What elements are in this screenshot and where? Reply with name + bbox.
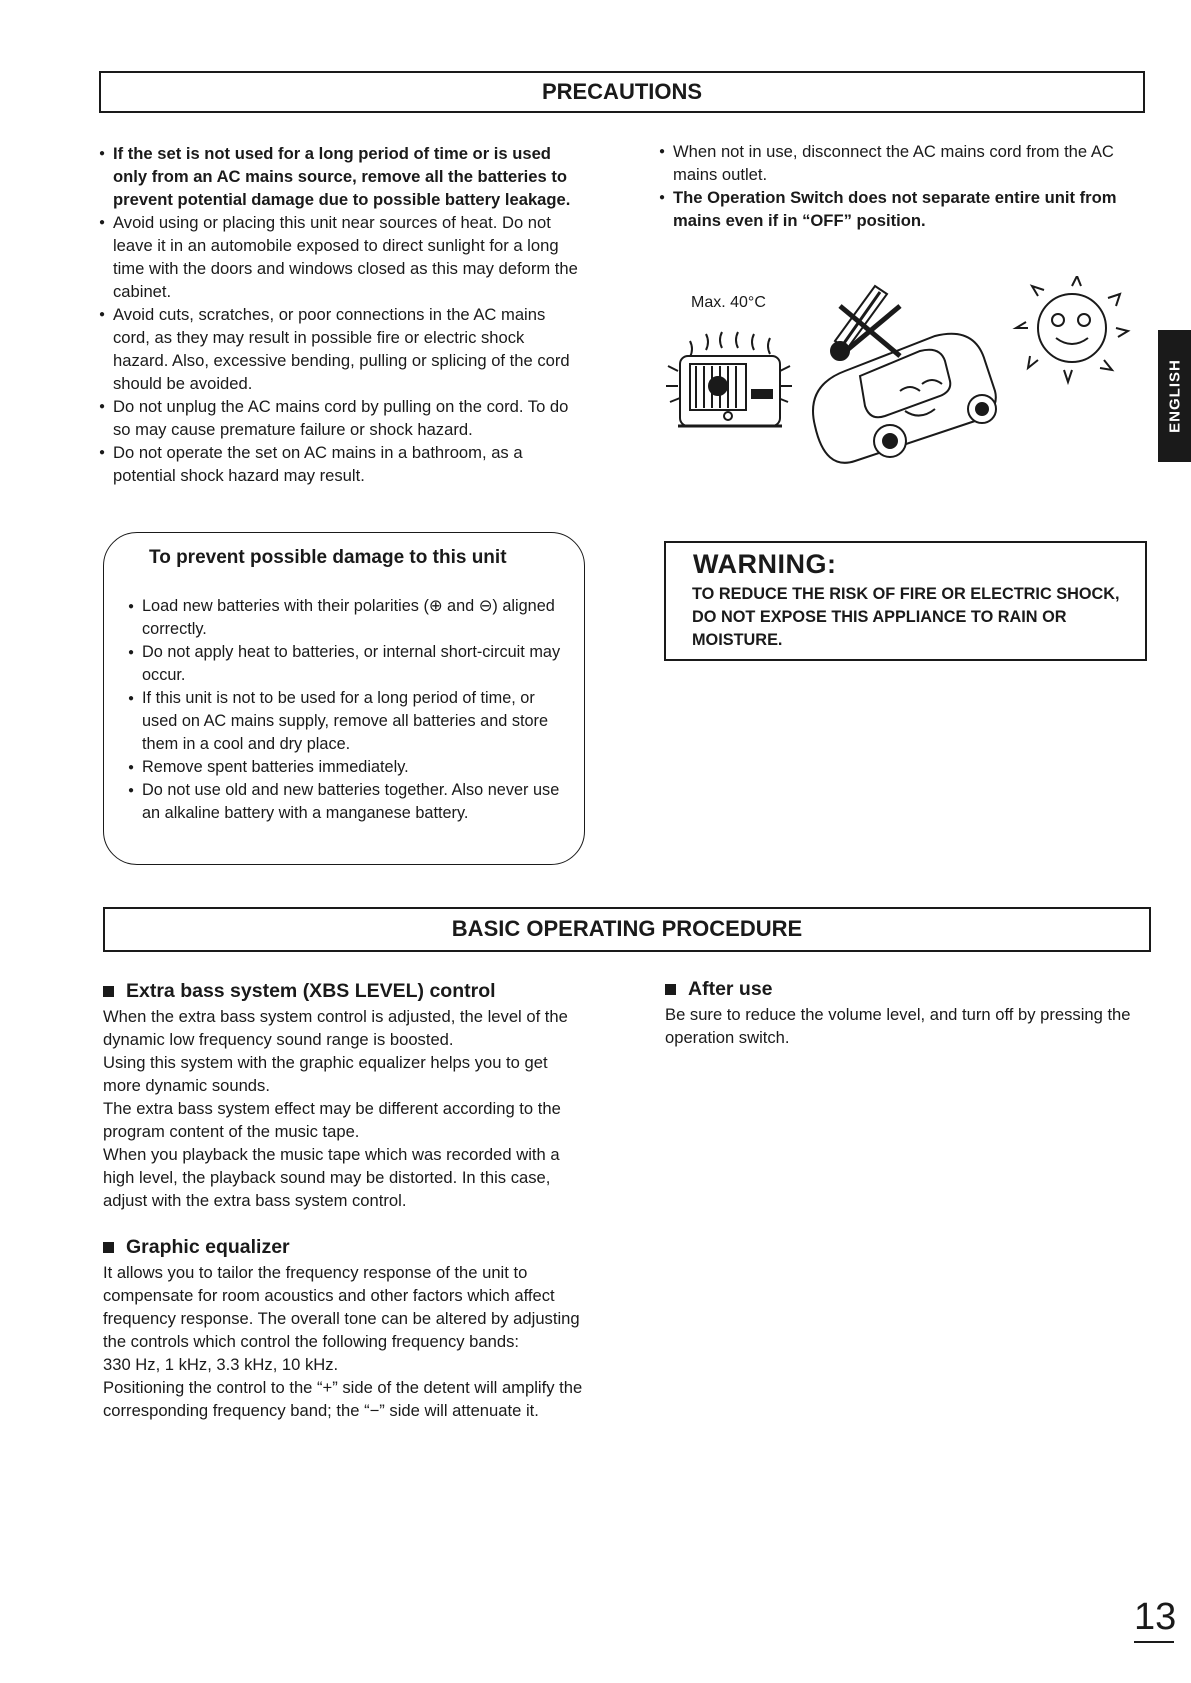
battery-item-mixing: ● Do not use old and new batteries together. Also never use an alkaline battery with a manganese battery. bbox=[128, 779, 564, 825]
procedure-left-column bbox=[103, 980, 586, 1422]
procedure-header bbox=[103, 907, 1151, 952]
after-use-heading-text: After use bbox=[688, 978, 773, 1000]
heat-warning-illustration bbox=[660, 276, 1140, 466]
battery-damage-list bbox=[128, 595, 564, 825]
xbs-paragraph: The extra bass system effect may be different according to the program content of the music tape. bbox=[103, 1099, 561, 1141]
battery-item-heat: ● Do not apply heat to batteries, or internal short-circuit may occur. bbox=[128, 641, 564, 687]
page-number-rule bbox=[1134, 1641, 1174, 1643]
square-bullet-icon bbox=[103, 986, 114, 997]
warning-box bbox=[664, 541, 1147, 661]
warning-text: TO REDUCE THE RISK OF FIRE OR ELECTRIC SHOCK, DO NOT EXPOSE THIS APPLIANCE TO RAIN OR MOISTURE. bbox=[692, 585, 1120, 649]
precautions-right-column bbox=[659, 140, 1147, 232]
battery-damage-title: To prevent possible damage to this unit bbox=[149, 547, 507, 568]
procedure-right-column bbox=[665, 978, 1155, 1049]
equalizer-paragraph: It allows you to tailor the frequency response of the unit to compensate for room acoustics and other factors which affect frequency response. The overall tone can be altered by adjusting the controls which control the following frequency bands: bbox=[103, 1263, 580, 1351]
battery-damage-box bbox=[103, 532, 585, 865]
precautions-left-list bbox=[99, 142, 581, 487]
thermometer-icon bbox=[831, 286, 900, 360]
precaution-item-operation-switch: ● The Operation Switch does not separate entire unit from mains even if in “OFF” position. bbox=[659, 186, 1147, 232]
xbs-paragraph: Using this system with the graphic equalizer helps you to get more dynamic sounds. bbox=[103, 1053, 548, 1095]
precautions-header bbox=[99, 71, 1145, 113]
xbs-paragraph: When you playback the music tape which was recorded with a high level, the playback sound may be distorted. In this case, adjust with the extra bass system control. bbox=[103, 1145, 560, 1210]
after-use-paragraph: Be sure to reduce the volume level, and turn off by pressing the operation switch. bbox=[665, 1005, 1131, 1047]
sun-icon bbox=[1016, 276, 1128, 382]
language-tab bbox=[1158, 330, 1191, 462]
max-temperature-label: Max. 40°C bbox=[691, 294, 766, 311]
equalizer-paragraph: Positioning the control to the “+” side of the detent will amplify the corresponding frequency band; the “−” side will attenuate it. bbox=[103, 1378, 583, 1420]
xbs-heading bbox=[103, 980, 586, 1003]
equalizer-heading bbox=[103, 1236, 586, 1259]
precaution-item-cord: ● Avoid cuts, scratches, or poor connections in the AC mains cord, as they may result in possible fire or electric shock hazard. Also, excessive bending, pulling or splicing of the cord should be avoided. bbox=[99, 303, 581, 395]
precautions-right-list bbox=[659, 140, 1147, 232]
xbs-heading-text: Extra bass system (XBS LEVEL) control bbox=[126, 980, 496, 1002]
page-number: 13 bbox=[1134, 1596, 1177, 1638]
square-bullet-icon bbox=[103, 1242, 114, 1253]
square-bullet-icon bbox=[665, 984, 676, 995]
warning-title: WARNING: bbox=[693, 549, 837, 579]
xbs-paragraph: When the extra bass system control is adjusted, the level of the dynamic low frequency sound range is boosted. bbox=[103, 1007, 568, 1049]
battery-item-storage: ● If this unit is not to be used for a long period of time, or used on AC mains supply, remove all batteries and store them in a cool and dry place. bbox=[128, 687, 564, 756]
after-use-heading bbox=[665, 978, 1155, 1001]
language-tab-label: ENGLISH bbox=[1166, 359, 1183, 433]
battery-item-spent: ● Remove spent batteries immediately. bbox=[128, 756, 564, 779]
precaution-item-bathroom: ● Do not operate the set on AC mains in a bathroom, as a potential shock hazard may result. bbox=[99, 441, 581, 487]
precautions-title: PRECAUTIONS bbox=[541, 79, 703, 104]
equalizer-paragraph: 330 Hz, 1 kHz, 3.3 kHz, 10 kHz. bbox=[103, 1355, 339, 1374]
radio-icon bbox=[678, 356, 782, 426]
equalizer-heading-text: Graphic equalizer bbox=[126, 1236, 290, 1258]
precaution-item-disconnect: ● When not in use, disconnect the AC mains cord from the AC mains outlet. bbox=[659, 140, 1147, 186]
battery-item-polarity: ● Load new batteries with their polarities (⊕ and ⊖) aligned correctly. bbox=[128, 595, 564, 641]
precaution-item-batteries: ● If the set is not used for a long period of time or is used only from an AC mains source, remove all the batteries to prevent potential damage due to possible battery leakage. bbox=[99, 142, 581, 211]
precautions-left-column bbox=[99, 142, 581, 487]
precaution-item-heat: ● Avoid using or placing this unit near sources of heat. Do not leave it in an automobile exposed to direct sunlight for a long time with the doors and windows closed as this may deform the cabinet. bbox=[99, 211, 581, 303]
procedure-title: BASIC OPERATING PROCEDURE bbox=[451, 916, 803, 941]
precaution-item-unplug: ● Do not unplug the AC mains cord by pulling on the cord. To do so may cause premature failure or shock hazard. bbox=[99, 395, 581, 441]
